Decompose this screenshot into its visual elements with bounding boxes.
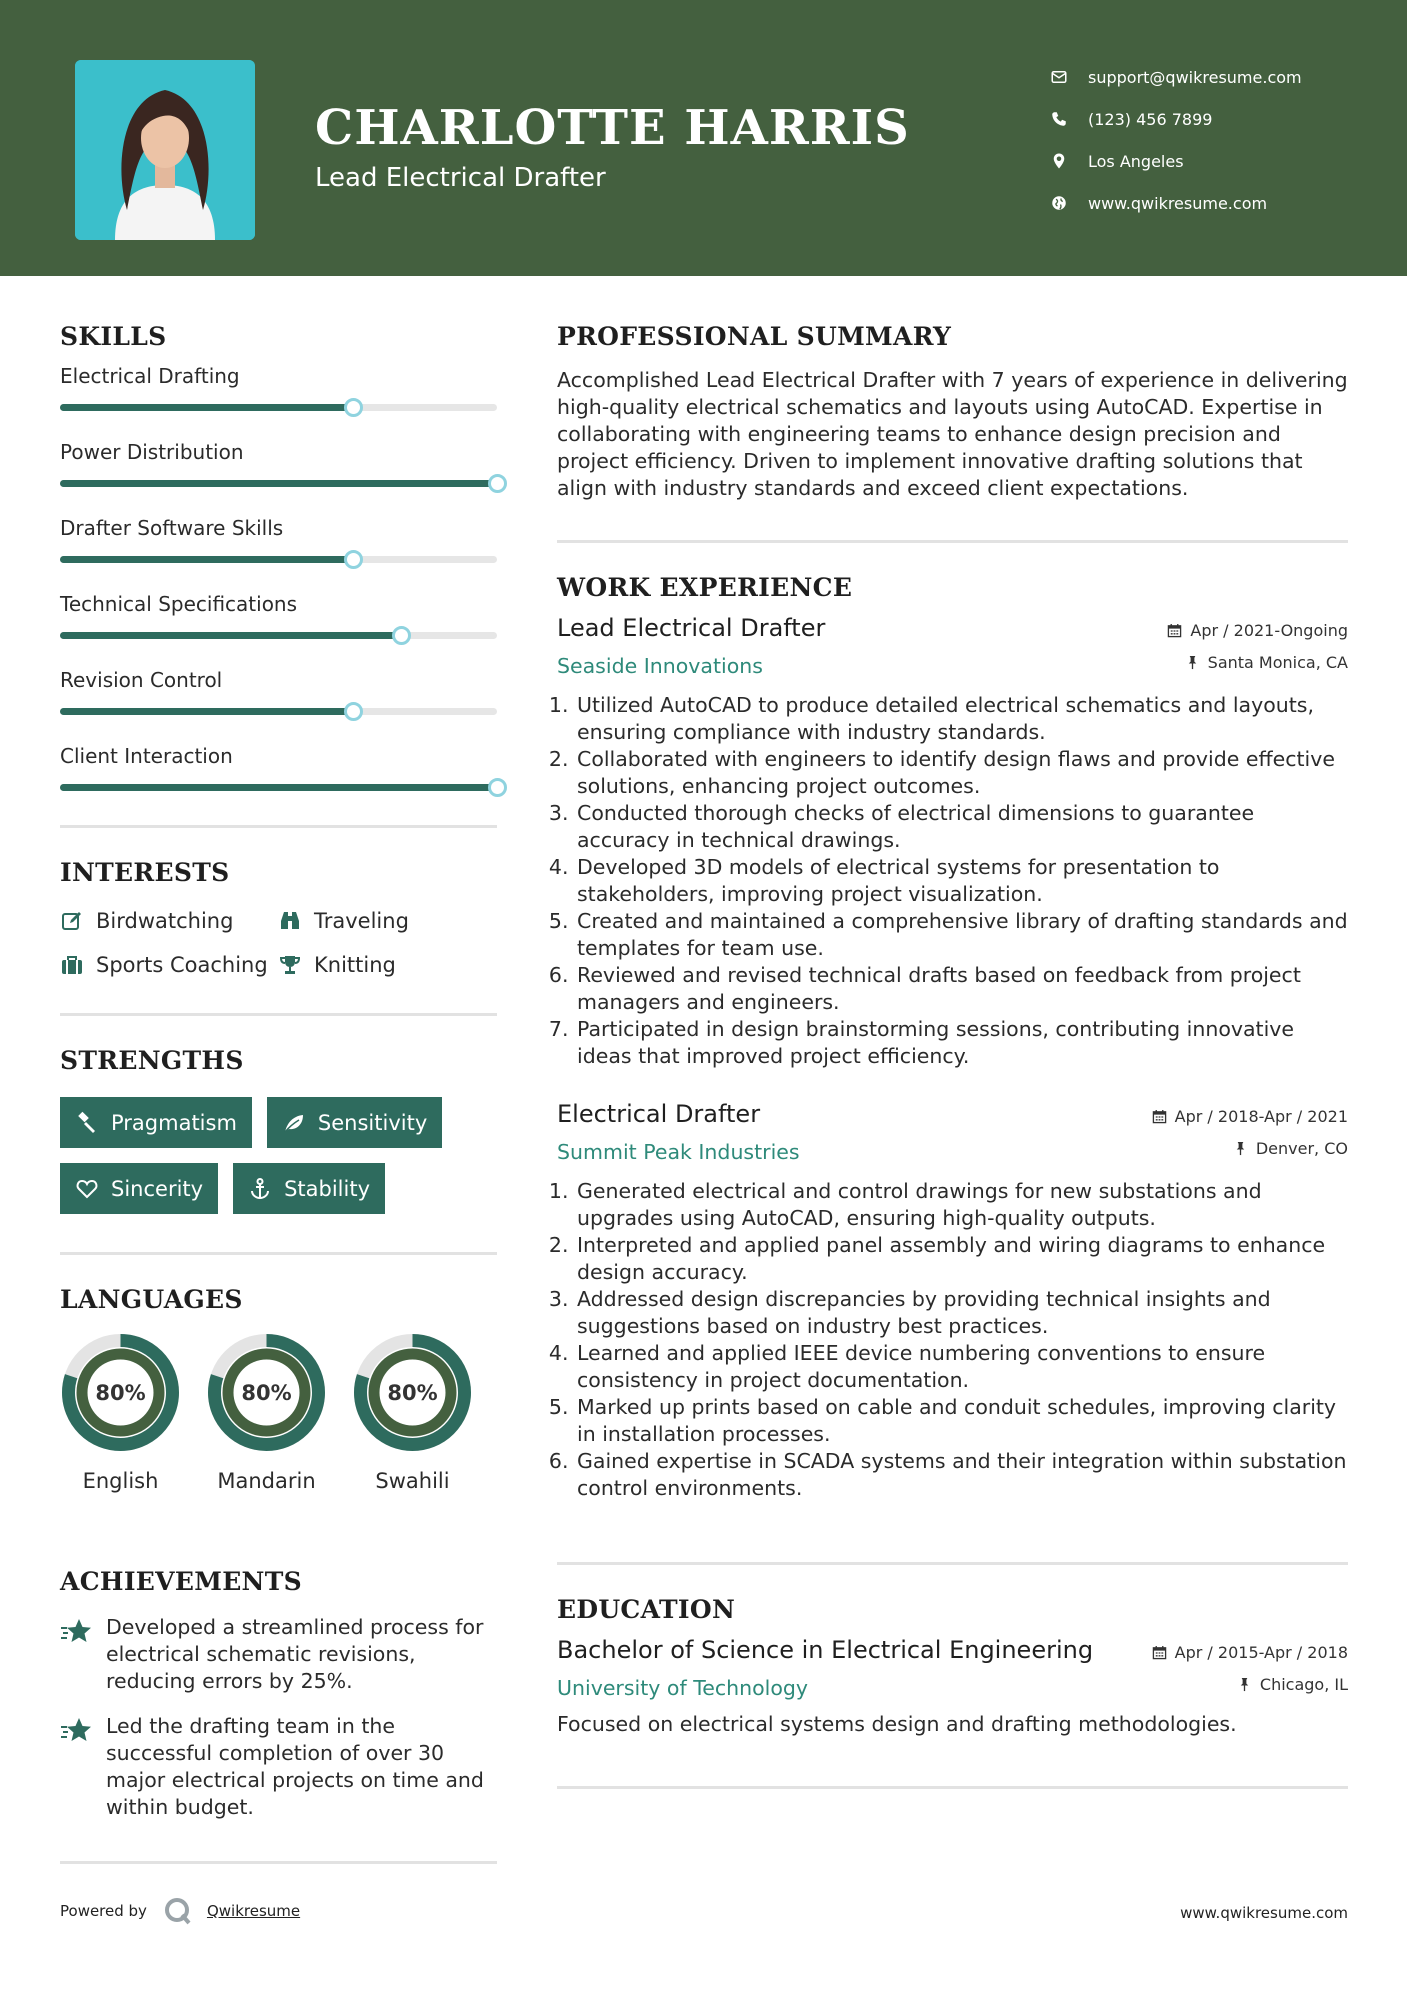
- job-location-text: Denver, CO: [1255, 1138, 1348, 1158]
- job-bullet: 1. Generated electrical and control drawings for new substations and upgrades using AutoCAD, ensuring high-quality outputs.: [575, 1178, 1348, 1232]
- leaf-icon: [282, 1111, 306, 1135]
- skill-bar-fill: [60, 556, 353, 563]
- star-icon: [60, 1715, 92, 1747]
- language-ring: [60, 1332, 181, 1453]
- skill-item: [60, 516, 497, 592]
- interest-item: [60, 909, 278, 933]
- job-meta: [1167, 614, 1348, 678]
- skills-section: [60, 322, 497, 820]
- job-meta: [1152, 1100, 1348, 1164]
- skill-bar-fill: [60, 784, 497, 791]
- skill-bar-knob: [392, 626, 411, 645]
- summary-text: Accomplished Lead Electrical Drafter with 7 years of experience in delivering high-quality electrical schematics and layouts using AutoCAD. Expertise in collaborating with engineering teams to enhance design precision and project efficiency. Driven to implement innovative drafting solutions that align with industry standards and exceed client expectations.: [557, 368, 1348, 500]
- summary-section: [557, 322, 1348, 502]
- skill-name: Drafter Software Skills: [60, 516, 284, 540]
- contact-email[interactable]: [1050, 56, 1302, 98]
- footer-powered-by: [60, 1896, 300, 1926]
- strengths-list: [60, 1097, 497, 1214]
- job-title: Electrical Drafter: [557, 1100, 761, 1128]
- skill-name: Client Interaction: [60, 744, 233, 768]
- strength-chip: [233, 1163, 385, 1214]
- education-dates-text: Apr / 2015-Apr / 2018: [1174, 1642, 1348, 1662]
- language-ring: [206, 1332, 327, 1453]
- job-location: [1167, 646, 1348, 678]
- job-bullet: 5. Marked up prints based on cable and conduit schedules, improving clarity in installation processes.: [575, 1394, 1348, 1448]
- skill-bar: [60, 556, 497, 563]
- contact-location: [1050, 140, 1302, 182]
- education-location: [1152, 1668, 1348, 1700]
- experience-section: [557, 573, 1348, 1502]
- skill-bar-knob: [344, 702, 363, 721]
- candidate-role: Lead Electrical Drafter: [315, 163, 606, 193]
- achievements-title: ACHIEVEMENTS: [60, 1567, 302, 1596]
- skill-item: [60, 744, 497, 820]
- globe-icon: [1050, 194, 1068, 212]
- education-title: EDUCATION: [557, 1595, 736, 1624]
- summary-title: PROFESSIONAL SUMMARY: [557, 322, 952, 351]
- skill-bar-knob: [488, 474, 507, 493]
- strength-chip: [267, 1097, 442, 1148]
- skill-item: [60, 440, 497, 516]
- interest-label: Birdwatching: [96, 909, 234, 933]
- contact-website[interactable]: [1050, 182, 1302, 224]
- contact-email-text: support@qwikresume.com: [1088, 67, 1302, 87]
- profile-photo: [75, 60, 255, 240]
- strengths-section: [60, 1046, 497, 1214]
- strength-chip: [60, 1163, 218, 1214]
- strength-label: Sensitivity: [317, 1110, 428, 1135]
- interest-label: Sports Coaching: [96, 953, 268, 977]
- job-bullet: 1. Utilized AutoCAD to produce detailed electrical schematics and layouts, ensuring compliance with industry standards.: [575, 692, 1348, 746]
- job-bullets: [557, 1178, 1348, 1502]
- language-name: English: [82, 1469, 159, 1493]
- section-divider: [60, 1252, 497, 1255]
- education-meta: [1152, 1636, 1348, 1700]
- interests-list: [60, 909, 497, 977]
- skill-bar-knob: [344, 398, 363, 417]
- skills-title: SKILLS: [60, 322, 167, 351]
- job-location-text: Santa Monica, CA: [1207, 652, 1348, 672]
- experience-title: WORK EXPERIENCE: [557, 573, 853, 602]
- job-location: [1152, 1132, 1348, 1164]
- skill-bar-fill: [60, 404, 353, 411]
- education-description: Focused on electrical systems design and drafting methodologies.: [557, 1712, 1237, 1736]
- section-divider: [557, 540, 1348, 543]
- job-entry: [557, 1100, 1348, 1502]
- qwikresume-logo-icon: [163, 1896, 193, 1926]
- language-item: [206, 1332, 327, 1493]
- language-item: [352, 1332, 473, 1493]
- right-column: [557, 322, 1348, 1789]
- language-percent: 80%: [387, 1380, 438, 1405]
- qwikresume-link[interactable]: Qwikresume: [206, 1902, 301, 1920]
- job-dates-text: Apr / 2018-Apr / 2021: [1174, 1106, 1348, 1126]
- interest-label: Knitting: [314, 953, 396, 977]
- strength-chip: [60, 1097, 252, 1148]
- phone-icon: [1050, 110, 1068, 128]
- powered-by-label: Powered by: [60, 1902, 147, 1920]
- section-divider: [557, 1786, 1348, 1789]
- skill-name: Technical Specifications: [60, 592, 298, 616]
- education-section: [557, 1595, 1348, 1736]
- language-item: [60, 1332, 181, 1493]
- skills-list: [60, 364, 497, 820]
- school-name: University of Technology: [557, 1676, 809, 1700]
- strength-label: Pragmatism: [111, 1110, 237, 1135]
- pin-icon: [1185, 655, 1200, 670]
- language-name: Swahili: [375, 1469, 450, 1493]
- job-entry: [557, 614, 1348, 1070]
- interests-section: [60, 858, 497, 977]
- interests-title: INTERESTS: [60, 858, 230, 887]
- language-ring: [352, 1332, 473, 1453]
- skill-bar: [60, 784, 497, 791]
- contact-website-text: www.qwikresume.com: [1088, 193, 1268, 213]
- job-bullet: 4. Learned and applied IEEE device numbering conventions to ensure consistency in project documentation.: [575, 1340, 1348, 1394]
- anchor-icon: [248, 1177, 272, 1201]
- degree-title: Bachelor of Science in Electrical Engineering: [557, 1636, 1094, 1664]
- languages-title: LANGUAGES: [60, 1285, 243, 1314]
- section-divider: [60, 1861, 497, 1864]
- skill-bar-knob: [344, 550, 363, 569]
- achievement-item: [60, 1614, 497, 1695]
- section-divider: [60, 825, 497, 828]
- job-bullets: [557, 692, 1348, 1070]
- skill-name: Power Distribution: [60, 440, 244, 464]
- job-bullet: 3. Addressed design discrepancies by providing technical insights and suggestions based on industry best practices.: [575, 1286, 1348, 1340]
- job-bullet: 2. Interpreted and applied panel assembly and wiring diagrams to enhance design accuracy.: [575, 1232, 1348, 1286]
- company-name: Seaside Innovations: [557, 654, 763, 678]
- left-column: [60, 322, 497, 1864]
- education-dates: [1152, 1636, 1348, 1668]
- briefcase-icon: [60, 953, 84, 977]
- skill-bar-fill: [60, 632, 401, 639]
- company-name: Summit Peak Industries: [557, 1140, 800, 1164]
- contact-phone[interactable]: [1050, 98, 1302, 140]
- job-dates: [1152, 1100, 1348, 1132]
- job-header: [557, 1100, 1348, 1164]
- job-dates-text: Apr / 2021-Ongoing: [1190, 620, 1348, 640]
- contact-location-text: Los Angeles: [1088, 151, 1184, 171]
- envelope-icon: [1050, 68, 1068, 86]
- achievement-text: Developed a streamlined process for electrical schematic revisions, reducing errors by 25%.: [106, 1615, 484, 1693]
- map-marker-icon: [1050, 152, 1068, 170]
- interest-item: [278, 953, 497, 977]
- education-location-text: Chicago, IL: [1259, 1674, 1348, 1694]
- skill-item: [60, 668, 497, 744]
- strength-label: Stability: [284, 1176, 371, 1201]
- skill-bar: [60, 708, 497, 715]
- candidate-name: CHARLOTTE HARRIS: [315, 100, 910, 156]
- skill-item: [60, 592, 497, 668]
- interest-item: [60, 953, 278, 977]
- job-bullet: 5. Created and maintained a comprehensive library of drafting standards and templates for team use.: [575, 908, 1348, 962]
- skill-bar: [60, 480, 497, 487]
- skill-bar-fill: [60, 708, 353, 715]
- language-percent: 80%: [241, 1380, 292, 1405]
- skill-bar-knob: [488, 778, 507, 797]
- achievements-section: [60, 1567, 497, 1821]
- job-bullet: 7. Participated in design brainstorming sessions, contributing innovative ideas that improved project efficiency.: [575, 1016, 1348, 1070]
- skill-bar-fill: [60, 480, 497, 487]
- pencil-square-icon: [60, 909, 84, 933]
- calendar-icon: [1152, 1645, 1167, 1660]
- interest-item: [278, 909, 497, 933]
- job-bullet: 3. Conducted thorough checks of electrical dimensions to guarantee accuracy in technical drawings.: [575, 800, 1348, 854]
- pin-icon: [1237, 1677, 1252, 1692]
- section-divider: [557, 1562, 1348, 1565]
- trophy-icon: [278, 953, 302, 977]
- education-header: [557, 1636, 1348, 1700]
- languages-section: [60, 1285, 497, 1493]
- strengths-title: STRENGTHS: [60, 1046, 244, 1075]
- skill-name: Electrical Drafting: [60, 364, 240, 388]
- heart-icon: [75, 1177, 99, 1201]
- binoculars-icon: [278, 909, 302, 933]
- achievement-text: Led the drafting team in the successful completion of over 30 major electrical projects on time and within budget.: [106, 1714, 484, 1819]
- skill-item: [60, 364, 497, 440]
- contact-phone-text: (123) 456 7899: [1088, 109, 1213, 129]
- achievement-item: [60, 1713, 497, 1821]
- contact-list: [1050, 56, 1302, 224]
- languages-list: [60, 1332, 497, 1493]
- skill-bar: [60, 404, 497, 411]
- job-bullet: 4. Developed 3D models of electrical systems for presentation to stakeholders, improving project visualization.: [575, 854, 1348, 908]
- star-icon: [60, 1616, 92, 1648]
- job-bullet: 6. Gained expertise in SCADA systems and their integration within substation control environments.: [575, 1448, 1348, 1502]
- calendar-icon: [1167, 623, 1182, 638]
- resume-header: [0, 0, 1407, 276]
- interest-label: Traveling: [314, 909, 409, 933]
- pin-icon: [1233, 1141, 1248, 1156]
- calendar-icon: [1152, 1109, 1167, 1124]
- strength-label: Sincerity: [111, 1176, 204, 1201]
- job-header: [557, 614, 1348, 678]
- gavel-icon: [75, 1111, 99, 1135]
- job-bullet: 6. Reviewed and revised technical drafts based on feedback from project managers and engineers.: [575, 962, 1348, 1016]
- language-name: Mandarin: [217, 1469, 316, 1493]
- skill-bar: [60, 632, 497, 639]
- language-percent: 80%: [95, 1380, 146, 1405]
- skill-name: Revision Control: [60, 668, 223, 692]
- footer-website[interactable]: www.qwikresume.com: [1180, 1904, 1348, 1922]
- section-divider: [60, 1013, 497, 1016]
- job-dates: [1167, 614, 1348, 646]
- job-bullet: 2. Collaborated with engineers to identify design flaws and provide effective solutions, enhancing project outcomes.: [575, 746, 1348, 800]
- job-title: Lead Electrical Drafter: [557, 614, 826, 642]
